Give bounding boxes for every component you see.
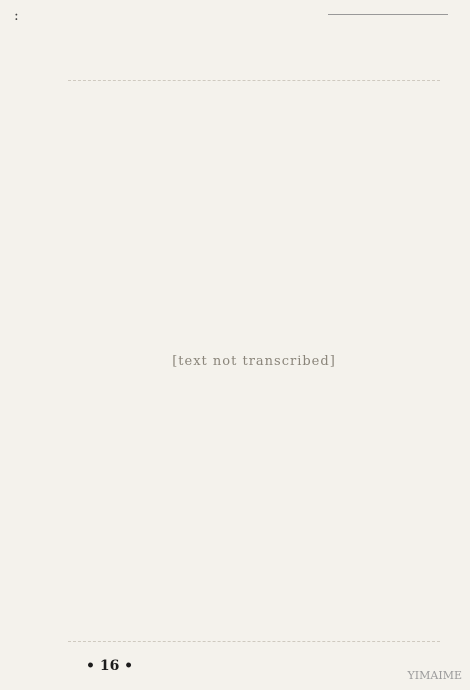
- script-body-placeholder: [text not transcribed]: [68, 80, 440, 642]
- page-number: • 16 •: [86, 658, 134, 674]
- watermark: YIMAIME: [407, 669, 462, 682]
- top-margin-mark: :: [14, 8, 19, 24]
- top-rule: [328, 14, 448, 15]
